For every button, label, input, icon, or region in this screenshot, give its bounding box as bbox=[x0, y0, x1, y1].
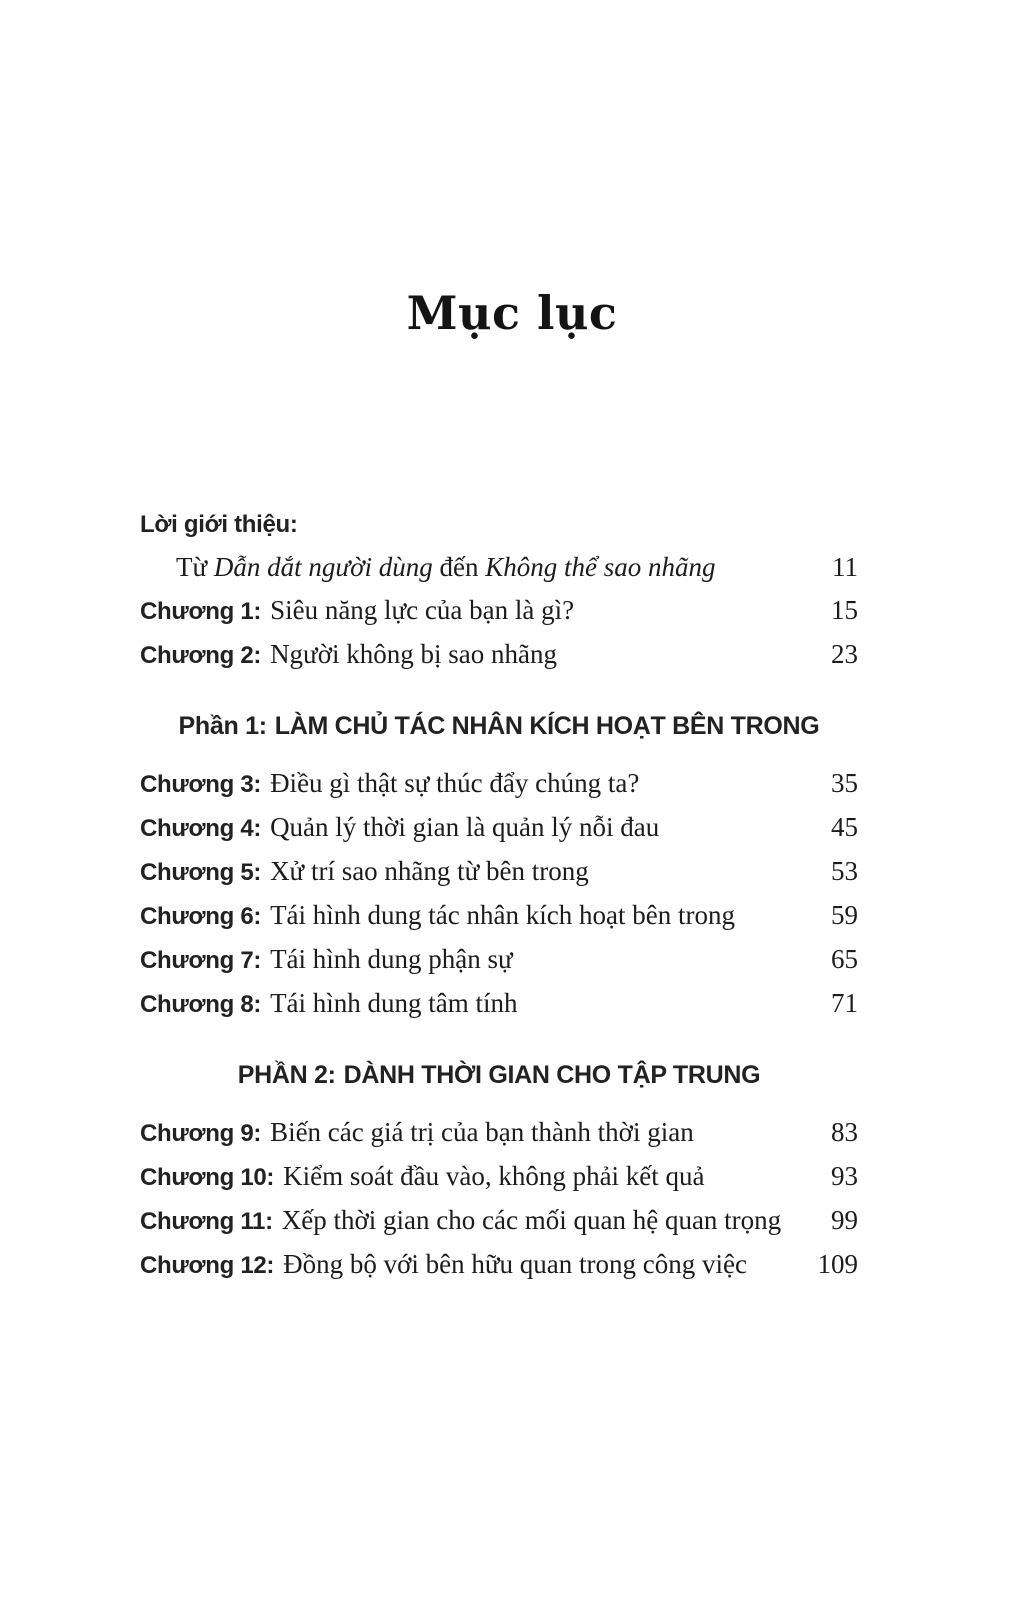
toc-chapter-label: Chương 4: bbox=[140, 815, 262, 842]
toc-entry bbox=[140, 894, 858, 938]
toc-section-title: DÀNH THỜI GIAN CHO TẬP TRUNG bbox=[343, 1061, 761, 1089]
toc-page-number: 59 bbox=[831, 900, 858, 930]
toc-page-number: 65 bbox=[831, 944, 858, 974]
toc-intro-label: Lời giới thiệu: bbox=[140, 511, 298, 538]
toc-entry-text bbox=[140, 894, 821, 938]
toc-page-number: 45 bbox=[831, 812, 858, 842]
toc-page-number: 71 bbox=[831, 988, 858, 1018]
toc-entry bbox=[140, 1111, 858, 1155]
toc-entry-intro bbox=[140, 546, 858, 589]
toc-page-number: 35 bbox=[831, 768, 858, 798]
toc-page-number: 15 bbox=[831, 595, 858, 625]
toc-chapter-title: Xử trí sao nhãng từ bên trong bbox=[270, 856, 589, 886]
toc-entry-text bbox=[140, 1155, 821, 1199]
toc-entry bbox=[140, 806, 858, 850]
toc-entry bbox=[140, 1243, 858, 1287]
toc-section-label: PHẦN 2: bbox=[237, 1061, 336, 1089]
toc-entry bbox=[140, 1199, 858, 1243]
toc-entry-text bbox=[140, 850, 821, 894]
toc-entry-text bbox=[140, 589, 821, 633]
toc-chapter-title: Quản lý thời gian là quản lý nỗi đau bbox=[270, 812, 660, 842]
toc-chapter-label: Chương 12: bbox=[140, 1252, 275, 1279]
toc-page-number: 99 bbox=[831, 1205, 858, 1235]
toc-page-number: 109 bbox=[817, 1249, 858, 1279]
toc-page-number: 93 bbox=[831, 1161, 858, 1191]
toc-entry-text bbox=[140, 982, 821, 1026]
toc-entry-text bbox=[140, 1111, 821, 1155]
toc-entry bbox=[140, 938, 858, 982]
toc-chapter-label: Chương 1: bbox=[140, 598, 262, 625]
toc-chapter-title: Siêu năng lực của bạn là gì? bbox=[270, 595, 575, 625]
toc-chapter-label: Chương 5: bbox=[140, 859, 262, 886]
toc-entry bbox=[140, 982, 858, 1026]
toc-entry bbox=[140, 589, 858, 633]
toc-chapter-title: Người không bị sao nhãng bbox=[270, 639, 557, 669]
toc-entry bbox=[140, 850, 858, 894]
toc-entry bbox=[140, 1155, 858, 1199]
toc-entry-segment: Dẫn dắt người dùng bbox=[213, 552, 433, 582]
toc-chapter-label: Chương 10: bbox=[140, 1164, 275, 1191]
toc-section-header bbox=[140, 1054, 858, 1097]
toc-section-label: Phần 1: bbox=[178, 712, 267, 740]
toc-chapter-title: Điều gì thật sự thúc đẩy chúng ta? bbox=[270, 768, 640, 798]
toc-chapter-label: Chương 11: bbox=[140, 1208, 273, 1235]
toc-chapter-label: Chương 9: bbox=[140, 1120, 262, 1147]
toc-chapter-label: Chương 8: bbox=[140, 991, 262, 1018]
toc-entry-text bbox=[140, 806, 821, 850]
toc-page-number: 83 bbox=[831, 1117, 858, 1147]
toc-entry-segment: Không thể sao nhãng bbox=[485, 552, 716, 582]
toc-chapter-title: Kiểm soát đầu vào, không phải kết quả bbox=[283, 1161, 705, 1191]
page-title: Mục lục bbox=[406, 286, 618, 340]
toc-entry-segment: đến bbox=[432, 552, 486, 582]
toc-chapter-label: Chương 2: bbox=[140, 642, 262, 669]
toc-entry-text bbox=[140, 1243, 808, 1287]
toc-chapter-title: Đồng bộ với bên hữu quan trong công việc bbox=[283, 1249, 747, 1279]
toc-page-number: 23 bbox=[831, 639, 858, 669]
toc-entry-text bbox=[140, 1199, 821, 1243]
toc-entry-segment: Từ bbox=[176, 552, 214, 582]
toc-entry-text bbox=[140, 762, 821, 806]
toc-chapter-label: Chương 3: bbox=[140, 771, 262, 798]
toc-chapter-title: Tái hình dung tâm tính bbox=[270, 988, 518, 1018]
toc-chapter-title: Biến các giá trị của bạn thành thời gian bbox=[270, 1117, 694, 1147]
toc-entry-text bbox=[140, 633, 821, 677]
toc-entry bbox=[140, 633, 858, 677]
toc-page-number: 11 bbox=[832, 552, 858, 582]
toc-section-header bbox=[140, 705, 858, 748]
toc-entry bbox=[140, 762, 858, 806]
toc-chapter-label: Chương 6: bbox=[140, 903, 262, 930]
toc-chapter-label: Chương 7: bbox=[140, 947, 262, 974]
toc-chapter-title: Xếp thời gian cho các mối quan hệ quan trọng bbox=[281, 1205, 782, 1235]
toc-chapter-title: Tái hình dung phận sự bbox=[270, 944, 513, 974]
toc-section-title: LÀM CHỦ TÁC NHÂN KÍCH HOẠT BÊN TRONG bbox=[274, 712, 820, 740]
toc-entry-text bbox=[140, 546, 822, 589]
toc-page-number: 53 bbox=[831, 856, 858, 886]
toc-list bbox=[140, 503, 858, 1287]
toc-chapter-title: Tái hình dung tác nhân kích hoạt bên trong bbox=[270, 900, 735, 930]
toc-entry-text bbox=[140, 938, 821, 982]
